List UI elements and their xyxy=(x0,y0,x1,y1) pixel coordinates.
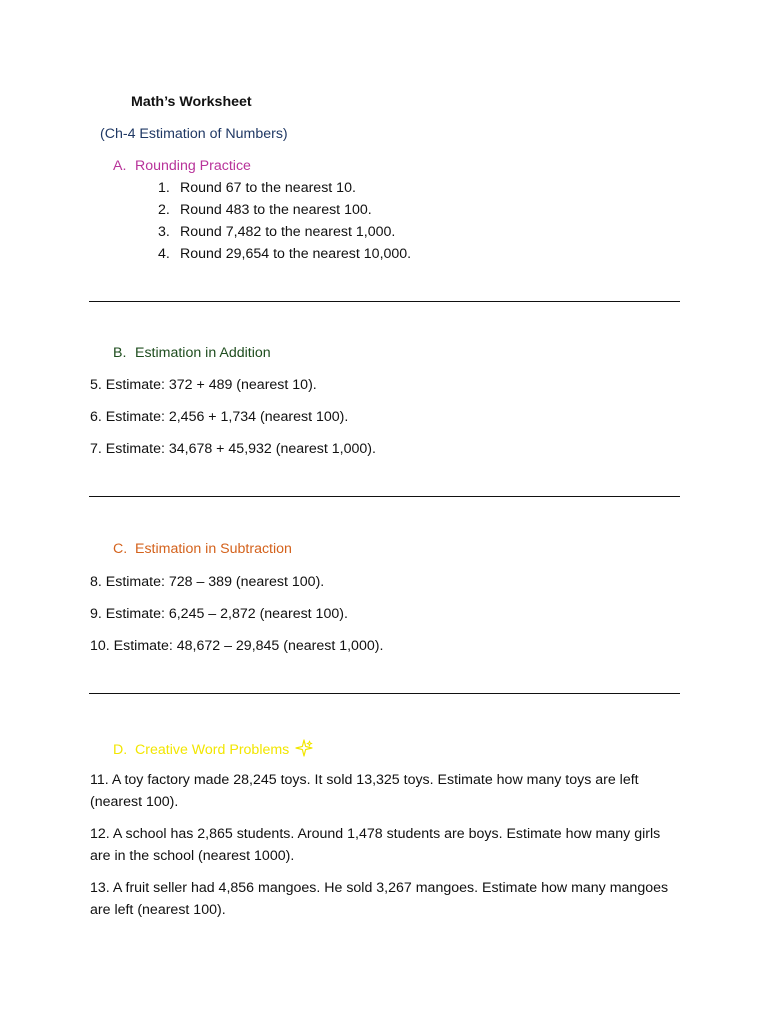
list-item-number: 3. xyxy=(158,224,170,240)
divider-line xyxy=(89,301,680,302)
section-b-heading xyxy=(113,345,271,361)
list-item-number: 2. xyxy=(158,202,170,218)
section-d-letter: D. xyxy=(113,742,128,758)
question-text: 8. Estimate: 728 – 389 (nearest 100). xyxy=(90,574,325,590)
section-c-heading xyxy=(113,541,292,557)
question-text: 6. Estimate: 2,456 + 1,734 (nearest 100). xyxy=(90,409,349,425)
page-subtitle: (Ch-4 Estimation of Numbers) xyxy=(100,126,288,142)
list-item-text: Round 29,654 to the nearest 10,000. xyxy=(180,246,412,262)
list-item xyxy=(158,202,372,218)
divider-line xyxy=(89,693,680,694)
question-text: 10. Estimate: 48,672 – 29,845 (nearest 1,000). xyxy=(90,638,384,654)
sparkle-icon xyxy=(295,739,313,757)
list-item xyxy=(158,180,356,196)
list-item-text: Round 67 to the nearest 10. xyxy=(180,180,356,196)
section-d-heading xyxy=(113,739,313,758)
list-item-text: Round 483 to the nearest 100. xyxy=(180,202,372,218)
section-a-letter: A. xyxy=(113,158,127,174)
section-b-title: Estimation in Addition xyxy=(135,345,271,361)
section-a-heading xyxy=(113,158,251,174)
question-text: 9. Estimate: 6,245 – 2,872 (nearest 100). xyxy=(90,606,348,622)
question-text: 12. A school has 2,865 students. Around 1,478 students are boys. Estimate how many girls are in the school (nearest 1000). xyxy=(90,826,661,864)
section-b-letter: B. xyxy=(113,345,127,361)
section-a-title: Rounding Practice xyxy=(135,158,251,174)
list-item-number: 1. xyxy=(158,180,170,196)
page-title: Math’s Worksheet xyxy=(131,94,252,110)
section-c-title: Estimation in Subtraction xyxy=(135,541,292,557)
section-c-letter: C. xyxy=(113,541,128,557)
question-text: 11. A toy factory made 28,245 toys. It sold 13,325 toys. Estimate how many toys are left (nearest 100). xyxy=(90,772,639,810)
list-item-text: Round 7,482 to the nearest 1,000. xyxy=(180,224,396,240)
section-d-title: Creative Word Problems xyxy=(135,742,290,758)
list-item xyxy=(158,246,411,262)
list-item xyxy=(158,224,395,240)
question-text: 13. A fruit seller had 4,856 mangoes. He sold 3,267 mangoes. Estimate how many mangoes are left (nearest 100). xyxy=(90,880,669,918)
question-text: 5. Estimate: 372 + 489 (nearest 10). xyxy=(90,377,317,393)
divider-line xyxy=(89,496,680,497)
list-item-number: 4. xyxy=(158,246,170,262)
question-text: 7. Estimate: 34,678 + 45,932 (nearest 1,000). xyxy=(90,441,376,457)
